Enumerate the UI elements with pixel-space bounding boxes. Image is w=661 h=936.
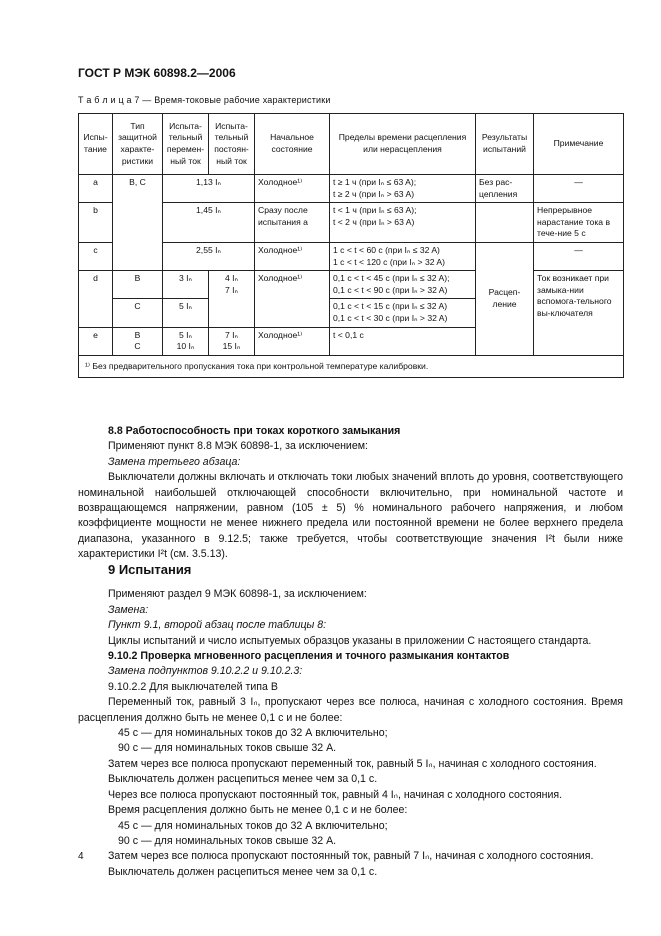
dc-line: 15 Iₙ [222,341,241,352]
paragraph: Применяют пункт 8.8 МЭК 60898-1, за исключением: [108,440,368,453]
footnote-row [79,355,624,378]
limit-line: t ≥ 2 ч (при Iₙ > 63 A) [333,188,415,199]
note: Непрерывное нарастание тока в тече-ние 5 с [534,203,624,243]
test-result-empty [476,203,534,243]
paragraph: Выключатели должны включать и отключать токи любых значений вплоть до уровня, соответствующего номинальной наибольшей отключающей способности включительно, при номинальной частоте и возвращающемся напряжении, равном (105 ± 5) % номинального рабочего напряжения, и любом коэффициенте мощности не менее нижнего предела или постоянной времени не более верхнего предела диапазона, указанного в 9.12.5; также требуется, чтобы соответствующие значения I²t были ниже характеристики I²t (см. 3.5.13). [78,471,623,561]
paragraph-italic: Пункт 9.1, второй абзац после таблицы 8: [108,619,327,632]
column-header: Испыта-тельный постоян-ный ток [209,114,255,175]
column-header: Начальное состояние [255,114,330,175]
paragraph-italic: Замена подпунктов 9.10.2.2 и 9.10.2.3: [108,665,303,678]
subsection-heading: 9.10.2 Проверка мгновенного расцепления и точного размыкания контактов [108,650,510,663]
limit-line: t < 2 ч (при Iₙ > 63 A) [333,216,415,227]
type-line: B [134,329,141,340]
time-limits [330,299,476,327]
time-limits [330,203,476,243]
ac-line: 5 Iₙ [179,329,192,340]
ac-current: 5 Iₙ [163,299,209,327]
paragraph-italic: Замена: [108,603,149,616]
paragraph: Затем через все полюса пропускают переменный ток, равный 5 Iₙ, начиная с холодного состояния. [108,757,597,770]
limit-line: 0,1 с < t < 90 с (при Iₙ > 32 A) [333,284,448,295]
test-result: Без рас-цепления [476,175,534,203]
ac-current: 3 Iₙ [163,271,209,299]
time-limits [330,175,476,203]
characteristic-type: B, C [113,175,163,271]
paragraph: Выключатель должен расцепиться менее чем за 0,1 с. [108,865,378,878]
paragraph: Применяют раздел 9 МЭК 60898-1, за исключением: [108,588,367,601]
column-header: Пределы времени расцепления или нерасцепления [330,114,476,175]
table-footnote: ¹⁾ Без предварительного пропускания тока при контрольной температуре калибровки. [79,355,624,378]
characteristics-table [78,113,624,378]
table-caption: Т а б л и ц а 7 — Время-токовые рабочие характеристики [78,95,331,105]
characteristic-type: B [113,271,163,299]
test-current: 1,13 Iₙ [163,175,255,203]
page-number: 4 [78,851,84,862]
test-id: d [79,271,113,327]
time-limits [330,271,476,299]
initial-state: Холодное¹⁾ [255,327,330,355]
paragraph: Циклы испытаний и число испытуемых образцов указаны в приложении С настоящего стандарта. [108,634,592,647]
table-row [79,271,624,299]
initial-state: Холодное¹⁾ [255,175,330,203]
limit-line: 0,1 с < t < 15 с (при Iₙ ≤ 32 A) [333,301,448,312]
test-id: c [79,242,113,270]
type-line: C [134,341,141,352]
test-result: Расцеп-ление [476,242,534,355]
paragraph: Затем через все полюса пропускают постоянный ток, равный 7 Iₙ, начиная с холодного состояния. [108,850,594,863]
paragraph: Выключатель должен расцепиться менее чем за 0,1 с. [108,773,378,786]
note: — [534,242,624,270]
limit-line: t ≥ 1 ч (при Iₙ ≤ 63 A); [333,177,417,187]
dc-line: 7 Iₙ [225,329,238,340]
section-9 [78,562,623,880]
paragraph: 9.10.2.2 Для выключателей типа В [108,680,278,693]
initial-state: Сразу после испытания a [255,203,330,243]
page-header: ГОСТ Р МЭК 60898.2—2006 [78,66,236,80]
characteristic-type [113,327,163,355]
dc-line: 4 Iₙ [225,273,238,284]
column-header: Испыта-тельный перемен-ный ток [163,114,209,175]
table-row [79,175,624,203]
column-header: Испы-тание [79,114,113,175]
test-id: a [79,175,113,203]
time-limits: t < 0,1 с [330,327,476,355]
note: Ток возникает при замыка-нии вспомога-тельного вы-ключателя [534,271,624,356]
dc-current [209,327,255,355]
test-current: 1,45 Iₙ [163,203,255,243]
initial-state: Холодное¹⁾ [255,271,330,327]
list-item: 45 с — для номинальных токов до 32 А включительно; [118,727,388,740]
test-id: b [79,203,113,243]
column-header: Тип защитной характе-ристики [113,114,163,175]
test-id: e [79,327,113,355]
limit-line: 0,1 с < t < 30 с (при Iₙ > 32 A) [333,312,448,323]
initial-state: Холодное¹⁾ [255,242,330,270]
time-limits [330,242,476,270]
limit-line: 0,1 с < t < 45 с (при Iₙ ≤ 32 A); [333,273,450,284]
list-item: 90 с — для номинальных токов свыше 32 А. [118,834,337,847]
paragraph: Переменный ток, равный 3 Iₙ, пропускают через все полюса, начиная с холодного состояния. Время расцепления должно быть не менее 0,1 с и не более: [78,696,623,724]
list-item: 45 с — для номинальных токов до 32 А включительно; [118,819,388,832]
dc-current [209,271,255,327]
section-title: 9 Испытания [108,562,192,577]
limit-line: 1 с < t < 120 с (при Iₙ > 32 A) [333,256,446,267]
ac-current [163,327,209,355]
paragraph: Время расцепления должно быть не менее 0,1 с и не более: [108,804,408,817]
section-heading: 8.8 Работоспособность при токах короткого замыкания [108,425,401,437]
list-item: 90 с — для номинальных токов свыше 32 А. [118,742,337,755]
column-header: Примечание [534,114,624,175]
ac-line: 10 Iₙ [176,341,195,352]
dc-line: 7 Iₙ [225,284,238,295]
column-header: Результаты испытаний [476,114,534,175]
test-current: 2,55 Iₙ [163,242,255,270]
section-8-8 [78,424,623,563]
paragraph-italic: Замена третьего абзаца: [108,455,241,468]
limit-line: 1 с < t < 60 с (при Iₙ ≤ 32 A) [333,244,440,255]
paragraph: Через все полюса пропускают постоянный ток, равный 4 Iₙ, начиная с холодного состояния. [108,788,563,801]
note: — [534,175,624,203]
characteristic-type: C [113,299,163,327]
table-header-row [79,114,624,175]
limit-line: t < 1 ч (при Iₙ ≤ 63 A); [333,205,417,216]
